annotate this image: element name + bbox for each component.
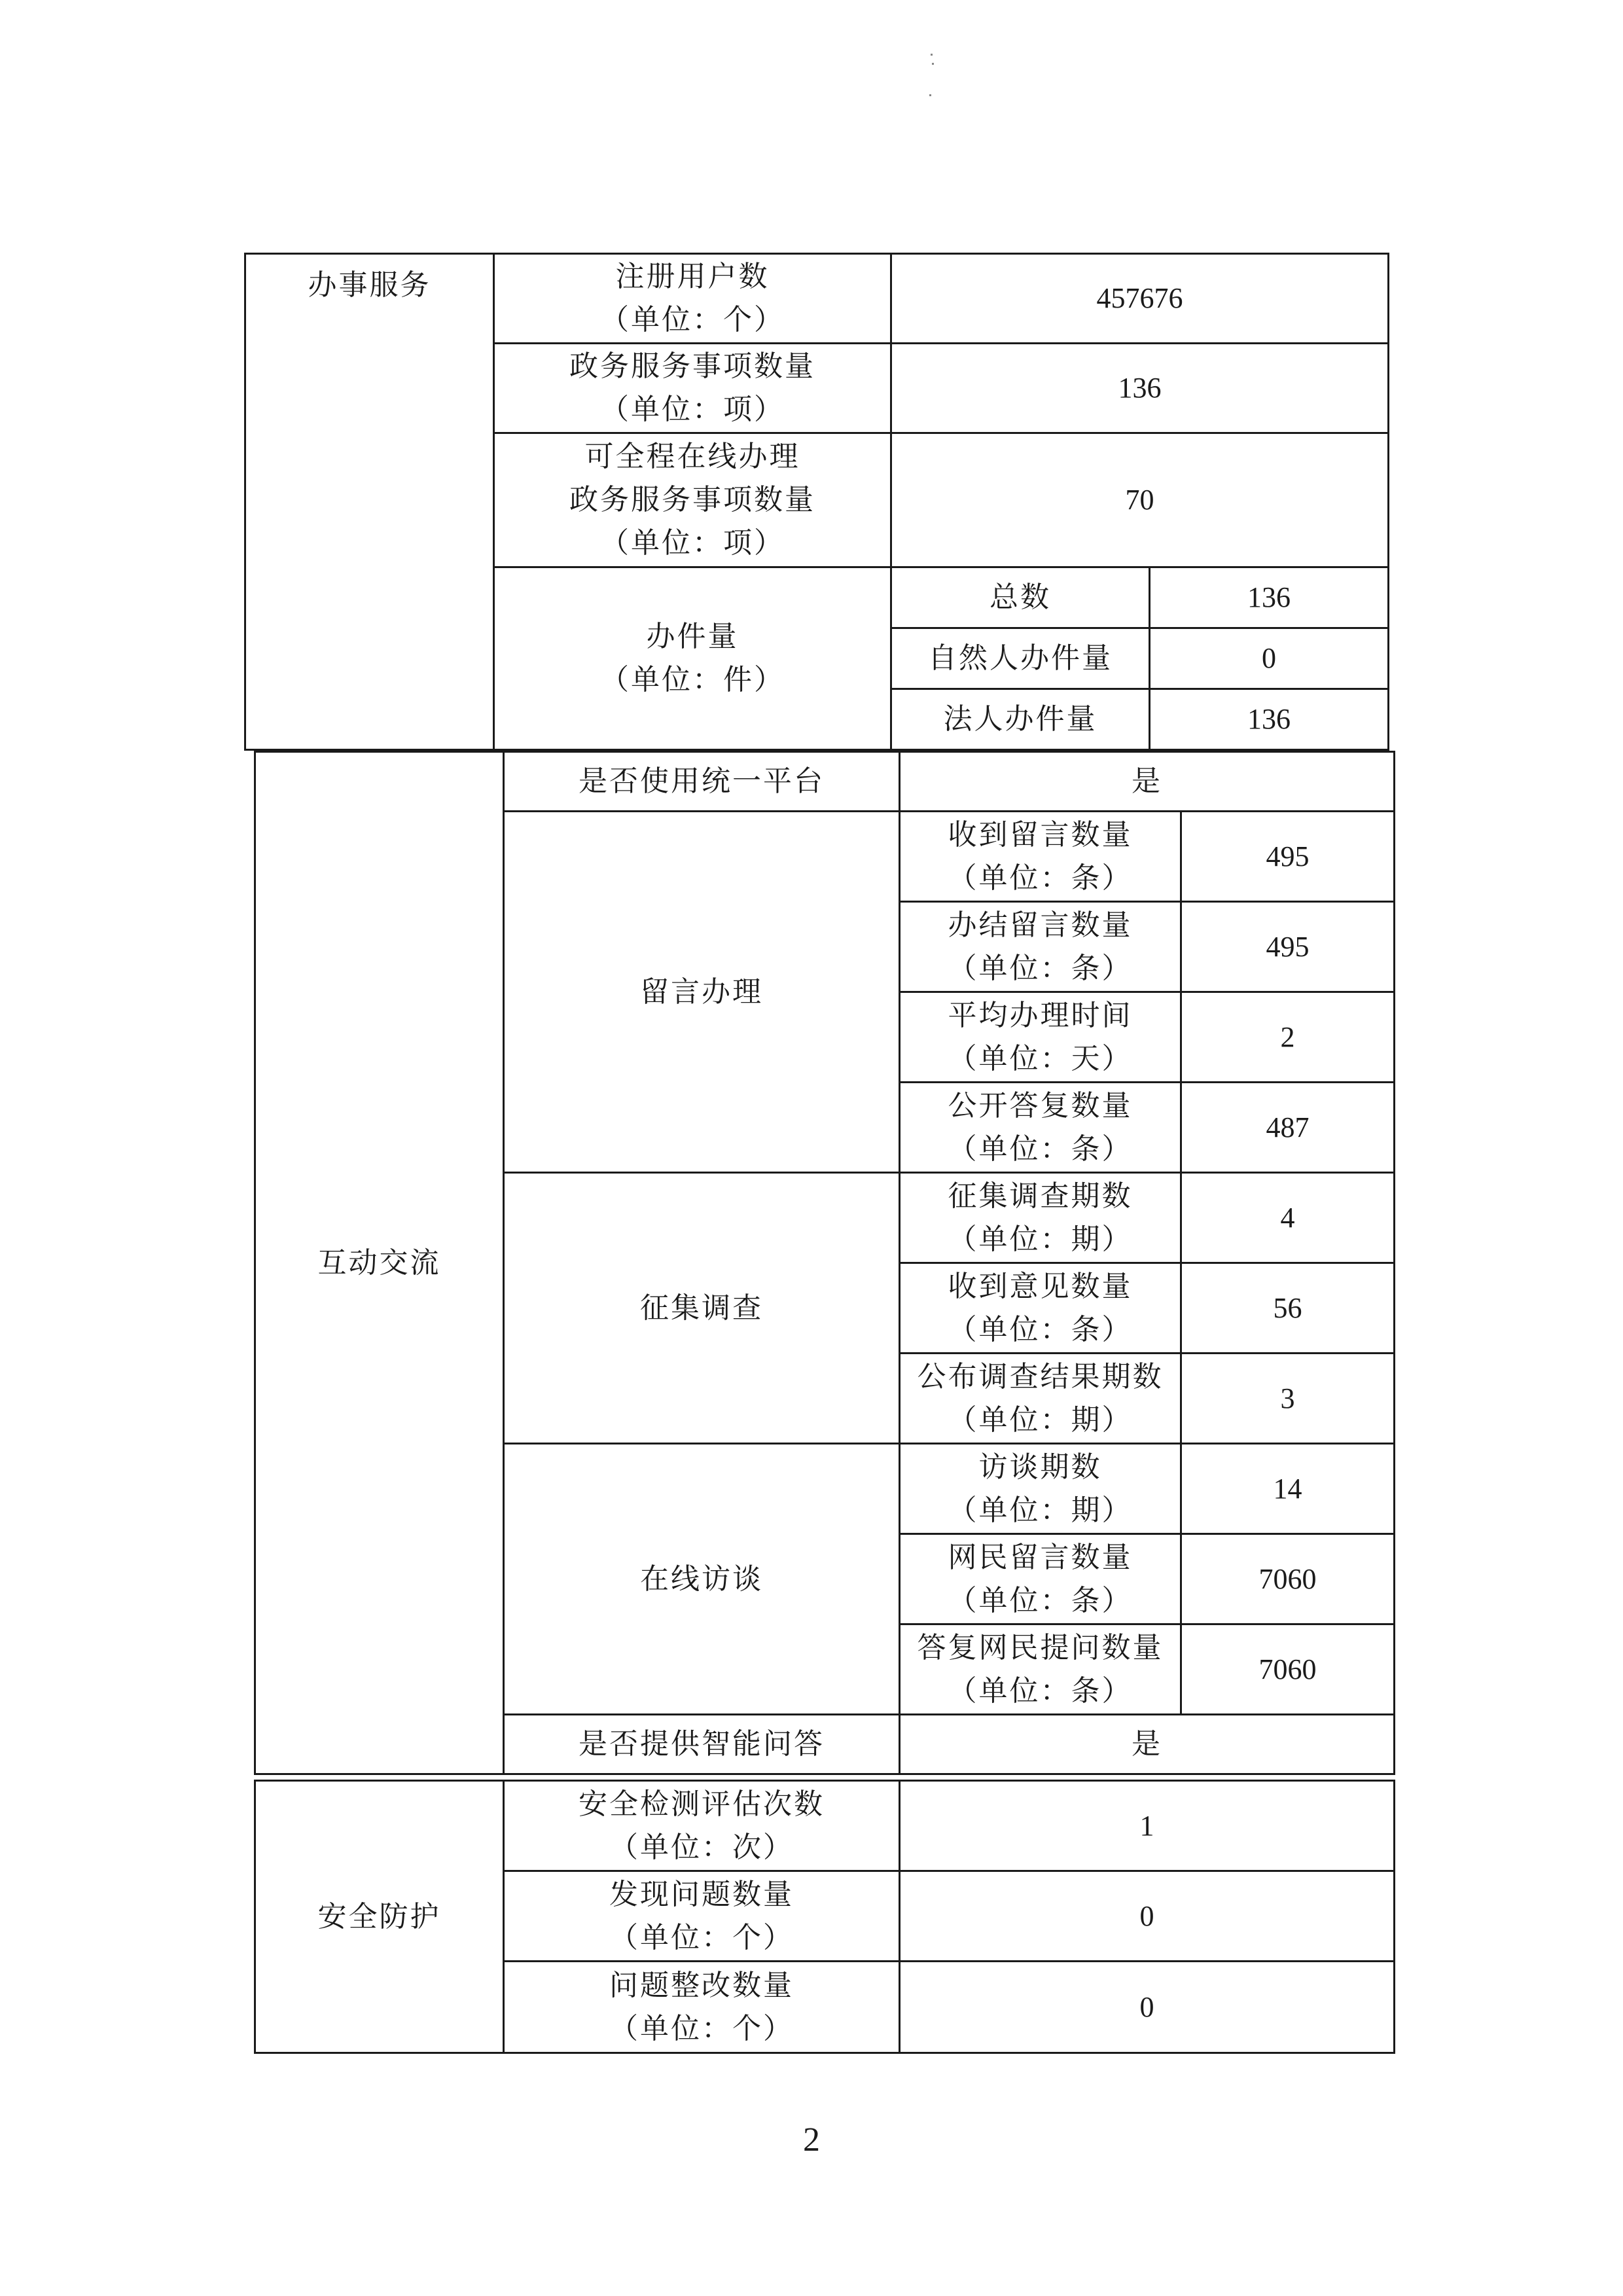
- interviews-messages-value: 7060: [1181, 1534, 1395, 1624]
- messages-completed-label: 办结留言数量 （单位：条）: [900, 902, 1181, 992]
- smart-qa-value: 是: [900, 1715, 1395, 1774]
- interviews-replies-value: 7060: [1181, 1624, 1395, 1715]
- online-items-value: 70: [891, 433, 1389, 567]
- scan-specks: [928, 54, 936, 106]
- messages-avg-time-label: 平均办理时间 （单位：天）: [900, 992, 1181, 1083]
- messages-avg-time-value: 2: [1181, 992, 1395, 1083]
- unified-platform-label: 是否使用统一平台: [504, 752, 900, 812]
- surveys-periods-value: 4: [1181, 1173, 1395, 1263]
- messages-public-reply-label: 公开答复数量 （单位：条）: [900, 1083, 1181, 1173]
- issues-fixed-value: 0: [900, 1962, 1395, 2053]
- surveys-opinions-value: 56: [1181, 1263, 1395, 1354]
- issues-found-value: 0: [900, 1871, 1395, 1962]
- registered-users-value: 457676: [891, 254, 1389, 344]
- cases-legal-label: 法人办件量: [891, 689, 1150, 750]
- page-number: 2: [803, 2121, 820, 2159]
- registered-users-label: 注册用户数 （单位：个）: [494, 254, 891, 344]
- smart-qa-label: 是否提供智能问答: [504, 1715, 900, 1774]
- surveys-label: 征集调查: [504, 1173, 900, 1444]
- interviews-periods-value: 14: [1181, 1444, 1395, 1534]
- category-security: 安全防护: [255, 1781, 504, 2053]
- category-services: 办事服务: [245, 254, 494, 750]
- interaction-table: [254, 751, 1395, 1775]
- surveys-opinions-label: 收到意见数量 （单位：条）: [900, 1263, 1181, 1354]
- security-checks-label: 安全检测评估次数 （单位：次）: [504, 1781, 900, 1871]
- surveys-results-label: 公布调查结果期数 （单位：期）: [900, 1354, 1181, 1444]
- messages-received-label: 收到留言数量 （单位：条）: [900, 812, 1181, 902]
- cases-legal-value: 136: [1150, 689, 1389, 750]
- cases-label: 办件量 （单位：件）: [494, 567, 891, 750]
- unified-platform-value: 是: [900, 752, 1395, 812]
- cases-total-value: 136: [1150, 567, 1389, 628]
- cases-natural-label: 自然人办件量: [891, 628, 1150, 689]
- interviews-replies-label: 答复网民提问数量 （单位：条）: [900, 1624, 1181, 1715]
- interviews-messages-label: 网民留言数量 （单位：条）: [900, 1534, 1181, 1624]
- service-items-value: 136: [891, 344, 1389, 433]
- messages-completed-value: 495: [1181, 902, 1395, 992]
- messages-public-reply-value: 487: [1181, 1083, 1395, 1173]
- interviews-periods-label: 访谈期数 （单位：期）: [900, 1444, 1181, 1534]
- messages-label: 留言办理: [504, 812, 900, 1173]
- cases-total-label: 总数: [891, 567, 1150, 628]
- service-items-label: 政务服务事项数量 （单位：项）: [494, 344, 891, 433]
- surveys-periods-label: 征集调查期数 （单位：期）: [900, 1173, 1181, 1263]
- category-interaction: 互动交流: [255, 752, 504, 1774]
- messages-received-value: 495: [1181, 812, 1395, 902]
- surveys-results-value: 3: [1181, 1354, 1395, 1444]
- security-checks-value: 1: [900, 1781, 1395, 1871]
- issues-found-label: 发现问题数量 （单位：个）: [504, 1871, 900, 1962]
- cases-natural-value: 0: [1150, 628, 1389, 689]
- services-table: [244, 253, 1389, 751]
- online-items-label: 可全程在线办理 政务服务事项数量 （单位：项）: [494, 433, 891, 567]
- interviews-label: 在线访谈: [504, 1444, 900, 1715]
- issues-fixed-label: 问题整改数量 （单位：个）: [504, 1962, 900, 2053]
- security-table: [254, 1780, 1395, 2054]
